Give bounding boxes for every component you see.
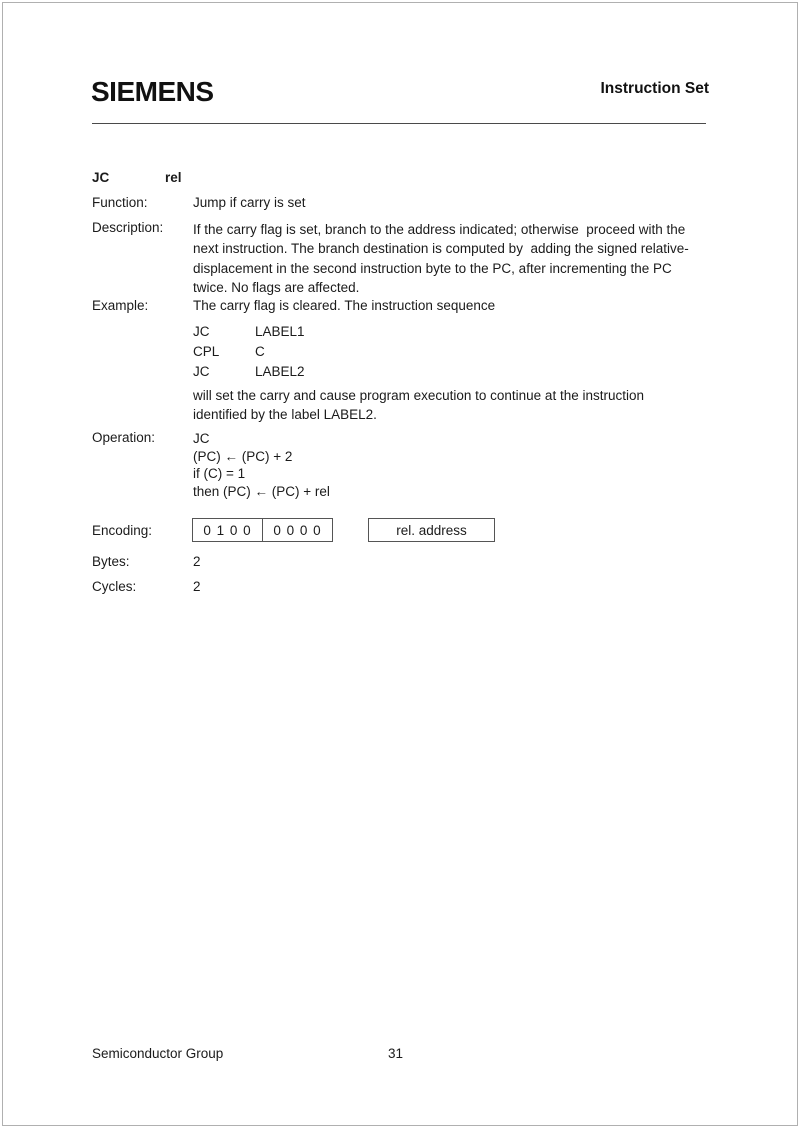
encoding-operand-box <box>368 518 495 542</box>
encoding-label: Encoding: <box>92 523 153 538</box>
code-line <box>193 342 305 362</box>
code-operand: LABEL1 <box>255 324 305 339</box>
bytes-label: Bytes: <box>92 554 130 569</box>
function-label: Function: <box>92 195 148 210</box>
example-outro-line: identified by the label LABEL2. <box>193 407 377 423</box>
operation-line: then (PC) ← (PC) + rel <box>193 484 330 500</box>
code-operand: LABEL2 <box>255 363 305 379</box>
encoding-opcode-high-nibble: 0 1 0 0 <box>203 522 252 538</box>
code-mnemonic: JC <box>193 324 210 339</box>
operation-label: Operation: <box>92 430 156 445</box>
function-text: Jump if carry is set <box>193 195 306 210</box>
encoding-operand-text: rel. address <box>396 522 467 538</box>
operation-line: (PC) ← (PC) + 2 <box>193 448 293 464</box>
bytes-section <box>92 554 201 569</box>
instruction-operands: rel <box>165 170 182 185</box>
example-outro-line: will set the carry and cause program execution to continue at the instruction <box>193 388 644 403</box>
footer-page-number: 31 <box>388 1046 404 1061</box>
operation-section <box>92 430 330 501</box>
siemens-logo: SIEMENS <box>91 76 214 107</box>
function-section <box>92 195 306 210</box>
description-text <box>193 220 689 298</box>
cycles-label: Cycles: <box>92 579 137 594</box>
code-mnemonic: CPL <box>193 343 220 359</box>
header-title: Instruction Set <box>600 80 709 97</box>
example-label: Example: <box>92 298 149 313</box>
operation-line: if (C) = 1 <box>193 466 246 482</box>
example-section <box>92 298 495 313</box>
footer-company: Semiconductor Group <box>92 1046 224 1061</box>
description-section <box>92 220 689 298</box>
description-line: displacement in the second instruction byte to the PC, after incrementing the PC <box>193 260 672 276</box>
description-line: twice. No flags are affected. <box>193 280 360 296</box>
example-intro: The carry flag is cleared. The instruction sequence <box>193 298 496 313</box>
operation-line: JC <box>193 431 210 446</box>
code-line <box>193 362 305 382</box>
description-line: If the carry flag is set, branch to the address indicated; otherwise proceed with the <box>193 222 686 237</box>
description-line: next instruction. The branch destination is computed by adding the signed relative- <box>193 241 689 257</box>
encoding-opcode-box <box>192 518 333 542</box>
operation-text <box>193 430 330 501</box>
description-label: Description: <box>92 220 164 235</box>
header-divider <box>92 123 706 124</box>
code-mnemonic: JC <box>193 363 210 379</box>
cycles-section <box>92 579 201 594</box>
bytes-value: 2 <box>193 554 201 569</box>
code-line <box>193 322 305 342</box>
cycles-value: 2 <box>193 579 201 594</box>
instruction-mnemonic: JC <box>92 170 110 185</box>
instruction-title <box>92 170 182 185</box>
encoding-opcode-low-nibble: 0 0 0 0 <box>262 519 332 541</box>
code-operand: C <box>255 343 265 359</box>
example-outro <box>193 386 644 425</box>
example-code-block <box>193 322 305 381</box>
